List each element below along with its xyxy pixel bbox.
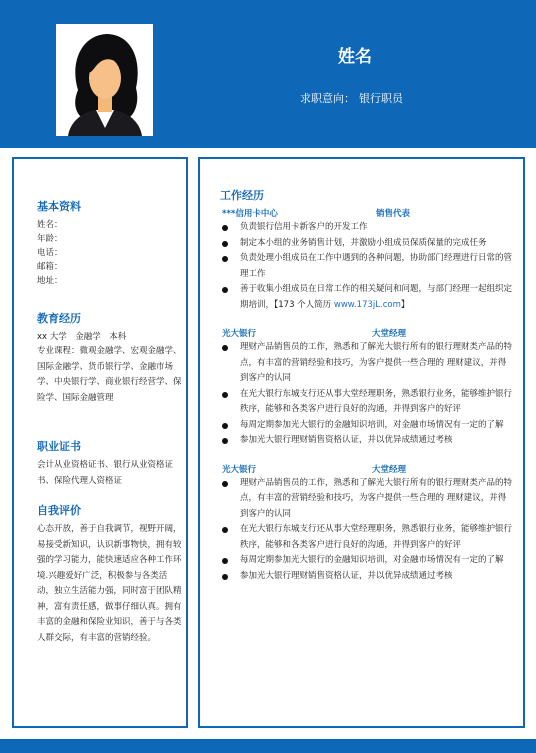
self-evaluation-title: 自我评价 [37, 504, 81, 517]
list-item: 参加光大银行理财销售资格认证，并以优异成绩通过考核 [220, 569, 512, 585]
self-evaluation-text: 心态开放，善于自我调节，视野开阔，易接受新知识，认识新事物快，拥有较强的学习能力，能快速适应各种工作环境.兴趣爱好广泛，积极参与各类活动，独立生活能力强，同时富于团队精神，富有责任感，做事仔细认真。拥有丰富的金融和保险业知识，善于与各类人群交际，有丰富的营销经验。 [37, 524, 182, 643]
education-section [37, 310, 183, 406]
job-role: 销售代表 [376, 209, 411, 219]
objective-label: 求职意向： [300, 92, 355, 105]
list-item: 理财产品销售员的工作，熟悉和了解光大银行所有的银行理财类产品的特点，有丰富的营销经验和技巧，为客户提供一些合理的 理财建议，并得到客户的认同 [220, 340, 512, 387]
objective-value: 银行职员 [359, 92, 403, 105]
job-company: 光大银行 [222, 329, 257, 339]
list-item: 在光大银行东城支行还从事大堂经理职务，熟悉银行业务，能够维护银行秩序，能够和各类客户进行良好的沟通，并得到客户的好评 [220, 387, 512, 418]
job-company: 光大银行 [222, 464, 257, 475]
basic-item-phone: 电话： [37, 248, 63, 258]
job-header [220, 463, 512, 476]
work-experience-section [220, 187, 512, 584]
footer-bar [0, 739, 536, 753]
profile-photo [56, 24, 153, 136]
job-role: 大堂经理 [372, 464, 407, 475]
bullet-icon [222, 558, 228, 564]
basic-item-email: 邮箱： [37, 262, 63, 272]
job-header [220, 207, 512, 220]
job-objective [300, 90, 407, 106]
job-duties-list [220, 476, 512, 585]
bullet-icon [222, 423, 228, 429]
bullet-icon [222, 241, 228, 247]
bullet-icon [222, 481, 228, 487]
job-block [220, 327, 512, 449]
basic-item-age: 年龄： [37, 234, 63, 244]
certificate-title: 职业证书 [37, 440, 81, 453]
certificate-section [37, 438, 183, 489]
job-block [220, 207, 512, 313]
list-item: 理财产品销售员的工作，熟悉和了解光大银行所有的银行理财类产品的特点，有丰富的营销经验和技巧，为客户提供一些合理的 理财建议，并得到客户的认同 [220, 476, 512, 523]
bullet-icon [222, 574, 228, 580]
job-block [220, 463, 512, 585]
list-item: 制定本小组的业务销售计划，并激励小组成员保质保量的完成任务 [220, 236, 512, 252]
bullet-icon [222, 527, 228, 533]
header-banner [0, 0, 536, 148]
basic-item-name: 姓名： [37, 220, 63, 230]
bullet-icon [222, 345, 228, 351]
list-item: 每周定期参加光大银行的金融知识培训，对金融市场情况有一定的了解 [220, 553, 512, 569]
certificate-text: 会计从业资格证书、银行从业资格证书、保险代理人资格证 [37, 460, 174, 486]
bullet-icon [222, 438, 228, 444]
bullet-icon [222, 225, 228, 231]
candidate-name: 姓名 [338, 47, 372, 67]
self-evaluation-section [37, 502, 183, 646]
bullet-icon [222, 256, 228, 262]
list-item: 每周定期参加光大银行的金融知识培训，对金融市场情况有一定的了解 [220, 418, 512, 434]
job-role: 大堂经理 [372, 329, 407, 339]
education-courses: 专业课程：微观金融学、宏观金融学、国际金融学、货币银行学、金融市场学、中央银行学、商业银行经营学、保险学、国际金融管理 [37, 346, 182, 403]
job-header [220, 327, 512, 340]
list-item: 负责银行信用卡新客户的开发工作 [220, 220, 512, 236]
list-item: 善于收集小组成员在日常工作的相关疑问和问题，与部门经理一起组织定期培训，【173 个人简历 www.173jL.com】 [220, 282, 512, 313]
list-item: 负责处理小组成员在工作中遇到的各种问题，协助部门经理进行日常的管理工作 [220, 251, 512, 282]
list-item: 在光大银行东城支行还从事大堂经理职务，熟悉银行业务，能够维护银行秩序，能够和各类客户进行良好的沟通，并得到客户的好评 [220, 522, 512, 553]
list-item: 参加光大银行理财销售资格认证，并以优异成绩通过考核 [220, 433, 512, 449]
bullet-icon [222, 392, 228, 398]
education-title: 教育经历 [37, 312, 81, 325]
job-duties-list [220, 340, 512, 449]
resume-site-link[interactable]: www.173jL.com [333, 299, 401, 310]
job-duties-list [220, 220, 512, 313]
education-school: xx 大学 金融学 本科 [37, 332, 127, 342]
work-experience-title: 工作经历 [220, 189, 264, 202]
basic-info-section [37, 198, 183, 288]
avatar-illustration-icon [56, 24, 153, 136]
job-company: ***信用卡中心 [222, 209, 278, 219]
basic-item-address: 地址： [37, 276, 63, 286]
basic-info-title: 基本资料 [37, 200, 81, 213]
bullet-icon [222, 287, 228, 293]
